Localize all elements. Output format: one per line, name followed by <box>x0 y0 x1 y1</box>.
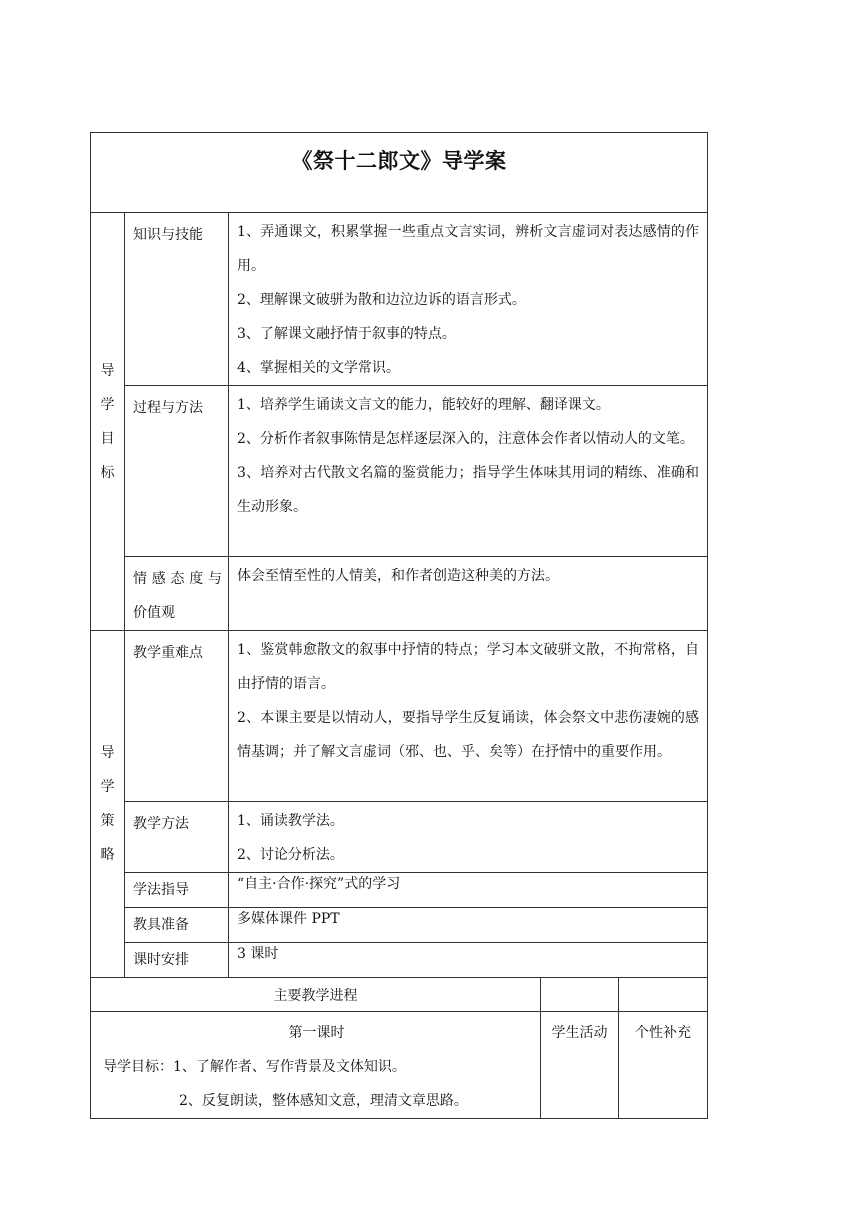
title-cell <box>91 133 708 213</box>
content-teaching-tools: 多媒体课件 PPT <box>229 908 708 943</box>
content-study-guidance: “自主·合作·探究”式的学习 <box>229 873 708 908</box>
lesson-content <box>91 1012 541 1119</box>
knowledge-item: 3、了解课文融抒情于叙事的特点。 <box>237 326 456 342</box>
document-title: 《祭十二郎文》导学案 <box>291 149 507 173</box>
key-point-item: 1、鉴赏韩愈散文的叙事中抒情的特点；学习本文破骈文散，不拘常格，自由抒情的语言。 <box>237 642 700 692</box>
label-key-points: 教学重难点 <box>125 631 229 802</box>
process-item: 1、培养学生诵读文言文的能力，能较好的理解、翻译课文。 <box>237 397 610 413</box>
method-item: 2、讨论分析法。 <box>237 847 344 863</box>
personal-supplement-header: 个性补充 <box>619 1012 708 1119</box>
label-class-schedule: 课时安排 <box>125 943 229 978</box>
strategy-row-guidance <box>91 873 708 908</box>
method-item: 1、诵读教学法。 <box>237 813 344 829</box>
strategy-row-key-points <box>91 631 708 802</box>
strategy-row-tools <box>91 908 708 943</box>
strategy-row-methods <box>91 802 708 873</box>
study-plan-table <box>90 132 708 1119</box>
goals-row-process <box>91 386 708 557</box>
label-emotion-values <box>125 557 229 631</box>
label-teaching-methods: 教学方法 <box>125 802 229 873</box>
content-process-methods <box>229 386 708 557</box>
strategy-row-schedule <box>91 943 708 978</box>
goals-row-emotion <box>91 557 708 631</box>
label-knowledge-skills: 知识与技能 <box>125 213 229 386</box>
label-process-methods: 过程与方法 <box>125 386 229 557</box>
knowledge-item: 1、弄通课文，积累掌握一些重点文言实词，辨析文言虚词对表达感情的作用。 <box>237 224 700 274</box>
title-row <box>91 133 708 213</box>
knowledge-item: 2、理解课文破骈为散和边泣边诉的语言形式。 <box>237 292 526 308</box>
goals-section-label-cell <box>91 213 125 631</box>
content-teaching-methods <box>229 802 708 873</box>
content-emotion-values <box>229 557 708 631</box>
label-teaching-tools: 教具准备 <box>125 908 229 943</box>
process-item: 3、培养对古代散文名篇的鉴赏能力；指导学生体味其用词的精练、准确和生动形象。 <box>237 465 700 515</box>
lesson-objective: 2、反复朗读，整体感知文意，理清文章思路。 <box>179 1093 468 1109</box>
progress-header-blank-2 <box>619 978 708 1012</box>
content-knowledge-skills <box>229 213 708 386</box>
lesson-objective-line <box>103 1050 530 1084</box>
progress-header-blank-1 <box>541 978 619 1012</box>
process-item: 2、分析作者叙事陈情是怎样逐层深入的，注意体会作者以情动人的文笔。 <box>237 431 694 447</box>
lesson-row <box>91 1012 708 1119</box>
content-class-schedule: 3 课时 <box>229 943 708 978</box>
student-activity-header: 学生活动 <box>541 1012 619 1119</box>
strategy-section-label: 导学策略 <box>100 745 115 863</box>
emotion-item: 体会至情至性的人情美，和作者创造这种美的方法。 <box>237 568 559 584</box>
progress-header: 主要教学进程 <box>91 978 541 1012</box>
lesson-objective: 1、了解作者、写作背景及文体知识。 <box>173 1059 406 1075</box>
label-study-guidance: 学法指导 <box>125 873 229 908</box>
strategy-section-label-cell <box>91 631 125 978</box>
label-emotion-line1: 情感态度与 <box>133 571 222 587</box>
goals-section-label: 导学目标 <box>100 362 115 481</box>
label-emotion-line2: 价值观 <box>133 605 175 621</box>
content-key-points <box>229 631 708 802</box>
objectives-prefix: 导学目标： <box>103 1059 173 1075</box>
lesson-title: 第一课时 <box>288 1025 345 1041</box>
key-point-item: 2、本课主要是以情动人，要指导学生反复诵读，体会祭文中悲伤凄婉的感情基调；并了解文言虚词（邪、也、乎、矣等）在抒情中的重要作用。 <box>237 710 700 760</box>
progress-header-row <box>91 978 708 1012</box>
goals-row-knowledge <box>91 213 708 386</box>
knowledge-item: 4、掌握相关的文学常识。 <box>237 360 400 376</box>
